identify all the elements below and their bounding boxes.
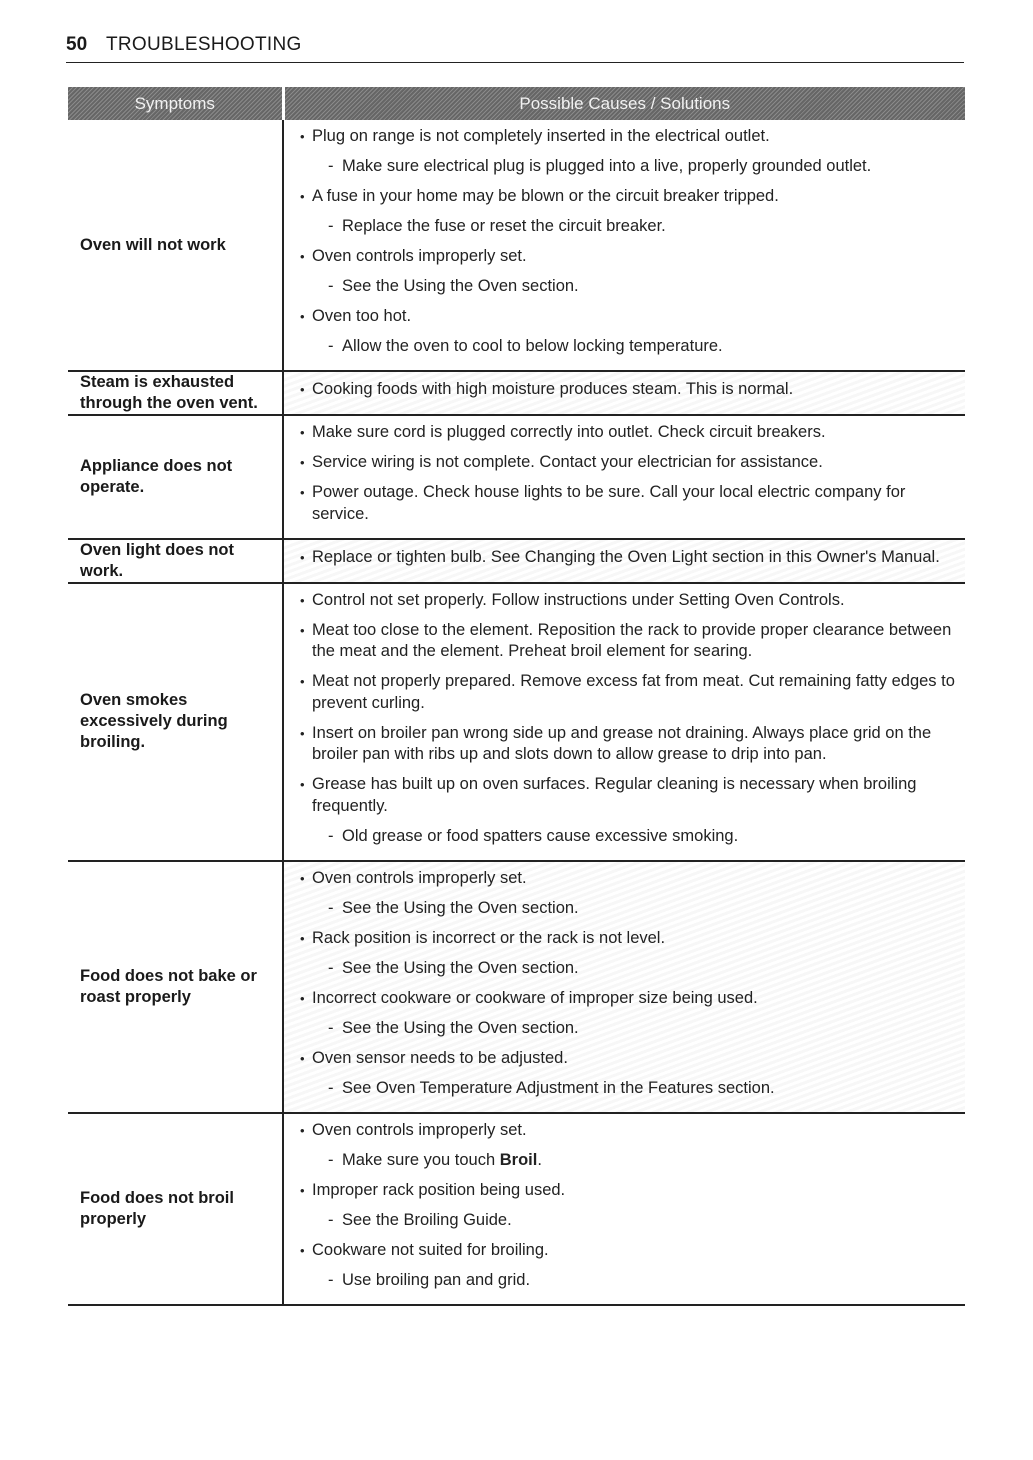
solution-item: - See Oven Temperature Adjustment in the Features section. <box>328 1078 965 1100</box>
solutions-cell <box>283 371 965 415</box>
cause-item: • A fuse in your home may be blown or the circuit breaker tripped. <box>300 186 965 208</box>
symptom-cell: Oven light does not work. <box>68 539 283 583</box>
solution-item: - See the Using the Oven section. <box>328 1018 965 1040</box>
symptom-cell: Oven will not work <box>68 120 283 371</box>
cause-item: • Improper rack position being used. <box>300 1180 965 1202</box>
solution-item: - See the Using the Oven section. <box>328 898 965 920</box>
solutions-cell <box>283 583 965 861</box>
symptom-cell: Appliance does not operate. <box>68 415 283 539</box>
solutions-cell <box>283 1113 965 1305</box>
solution-item: - See the Broiling Guide. <box>328 1210 965 1232</box>
solution-item: - See the Using the Oven section. <box>328 958 965 980</box>
table-row <box>68 120 965 371</box>
section-title: TROUBLESHOOTING <box>106 34 302 55</box>
solution-item: - Old grease or food spatters cause excessive smoking. <box>328 826 965 848</box>
table-row <box>68 1113 965 1305</box>
cause-item: • Meat too close to the element. Reposition the rack to provide proper clearance between the meat and the element. Preheat broil element for searing. <box>300 620 965 663</box>
table-row <box>68 371 965 415</box>
solutions-cell <box>283 415 965 539</box>
table-body <box>68 120 965 1305</box>
symptom-cell: Food does not broil properly <box>68 1113 283 1305</box>
symptom-cell: Food does not bake or roast properly <box>68 861 283 1113</box>
page-header <box>66 34 964 63</box>
symptom-cell: Oven smokes excessively during broiling. <box>68 583 283 861</box>
solution-text: Make sure you touch <box>342 1150 500 1169</box>
solution-item: - See the Using the Oven section. <box>328 276 965 298</box>
table-row <box>68 861 965 1113</box>
cause-item: • Rack position is incorrect or the rack is not level. <box>300 928 965 950</box>
cause-item: • Power outage. Check house lights to be sure. Call your local electric company for service. <box>300 482 965 525</box>
table-header-row <box>68 87 965 120</box>
cause-item: • Service wiring is not complete. Contact your electrician for assistance. <box>300 452 965 474</box>
solutions-cell <box>283 539 965 583</box>
symptom-cell: Steam is exhausted through the oven vent. <box>68 371 283 415</box>
troubleshooting-table <box>68 87 965 1306</box>
cause-item: • Incorrect cookware or cookware of improper size being used. <box>300 988 965 1010</box>
cause-item: • Oven too hot. <box>300 306 965 328</box>
cause-item: • Insert on broiler pan wrong side up and grease not draining. Always place grid on the broiler pan with ribs up and slots down to allow grease to drip into pan. <box>300 723 965 766</box>
cause-item: • Control not set properly. Follow instructions under Setting Oven Controls. <box>300 590 965 612</box>
solutions-cell <box>283 120 965 371</box>
solution-item: - Allow the oven to cool to below locking temperature. <box>328 336 965 358</box>
causes-column-header: Possible Causes / Solutions <box>283 87 965 120</box>
solution-item: - Use broiling pan and grid. <box>328 1270 965 1292</box>
cause-item: • Oven controls improperly set. <box>300 868 965 890</box>
solution-item: - Replace the fuse or reset the circuit breaker. <box>328 216 965 238</box>
cause-item: • Replace or tighten bulb. See Changing the Oven Light section in this Owner's Manual. <box>300 547 965 569</box>
cause-item: • Meat not properly prepared. Remove excess fat from meat. Cut remaining fatty edges to prevent curling. <box>300 671 965 714</box>
symptoms-column-header: Symptoms <box>68 87 283 120</box>
cause-item: • Grease has built up on oven surfaces. Regular cleaning is necessary when broiling frequently. <box>300 774 965 817</box>
bold-keyword: Broil <box>499 1150 538 1169</box>
table-row <box>68 415 965 539</box>
cause-item: • Cooking foods with high moisture produces steam. This is normal. <box>300 379 965 401</box>
cause-item: • Plug on range is not completely inserted in the electrical outlet. <box>300 126 965 148</box>
page-number: 50 <box>66 34 88 55</box>
table-row <box>68 539 965 583</box>
cause-item: • Oven controls improperly set. <box>300 1120 965 1142</box>
solution-item <box>328 1150 965 1172</box>
cause-item: • Make sure cord is plugged correctly into outlet. Check circuit breakers. <box>300 422 965 444</box>
cause-item: • Oven sensor needs to be adjusted. <box>300 1048 965 1070</box>
cause-item: • Oven controls improperly set. <box>300 246 965 268</box>
solution-text-end: . <box>537 1150 542 1169</box>
solution-item: - Make sure electrical plug is plugged into a live, properly grounded outlet. <box>328 156 965 178</box>
table-row <box>68 583 965 861</box>
solutions-cell <box>283 861 965 1113</box>
cause-item: • Cookware not suited for broiling. <box>300 1240 965 1262</box>
